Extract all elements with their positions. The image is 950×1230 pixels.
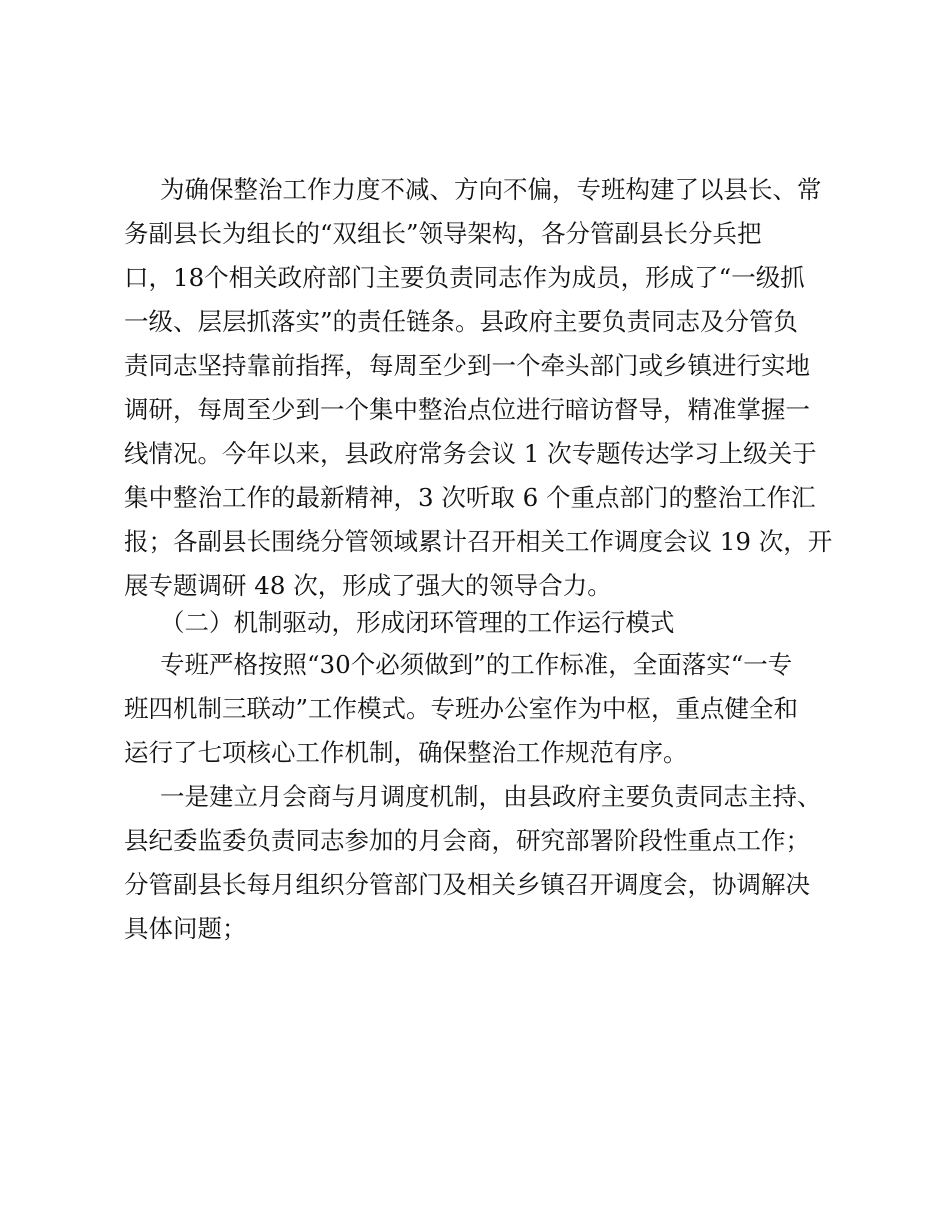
paragraph-line: 展专题调研 48 次，形成了强大的领导合力。 bbox=[124, 571, 612, 600]
paragraph-line: 班四机制三联动”工作模式。专班办公室作为中枢，重点健全和 bbox=[124, 694, 799, 723]
paragraph-line: 运行了七项核心工作机制，确保整治工作规范有序。 bbox=[124, 738, 688, 767]
paragraph-line: 集中整治工作的最新精神，3 次听取 6 个重点部门的整治工作汇 bbox=[124, 483, 816, 512]
paragraph-line: 为确保整治工作力度不减、方向不偏，专班构建了以县长、常 bbox=[160, 175, 822, 204]
paragraph-line: 报；各副县长围绕分管领域累计召开相关工作调度会议 19 次，开 bbox=[124, 527, 833, 556]
section-heading: （二）机制驱动，形成闭环管理的工作运行模式 bbox=[160, 608, 675, 637]
paragraph-line: 调研，每周至少到一个集中整治点位进行暗访督导，精准掌握一 bbox=[124, 395, 810, 424]
paragraph-line: 线情况。今年以来，县政府常务会议 1 次专题传达学习上级关于 bbox=[124, 439, 817, 468]
paragraph-line: 务副县长为组长的“双组长”领导架构，各分管副县长分兵把 bbox=[124, 219, 762, 248]
paragraph-line: 责同志坚持靠前指挥，每周至少到一个牵头部门或乡镇进行实地 bbox=[124, 351, 810, 380]
paragraph-line: 一级、层层抓落实”的责任链条。县政府主要负责同志及分管负 bbox=[124, 307, 799, 336]
paragraph-line: 县纪委监委负责同志参加的月会商，研究部署阶段性重点工作； bbox=[124, 826, 810, 855]
paragraph-line: 分管副县长每月组织分管部门及相关乡镇召开调度会，协调解决 bbox=[124, 870, 810, 899]
paragraph-line: 口，18个相关政府部门主要负责同志作为成员，形成了“一级抓 bbox=[124, 263, 805, 292]
paragraph-line: 一是建立月会商与月调度机制，由县政府主要负责同志主持、 bbox=[160, 782, 822, 811]
paragraph-line: 具体问题； bbox=[124, 914, 247, 943]
paragraph-line: 专班严格按照“30个必须做到”的工作标准，全面落实“一专 bbox=[160, 650, 793, 679]
